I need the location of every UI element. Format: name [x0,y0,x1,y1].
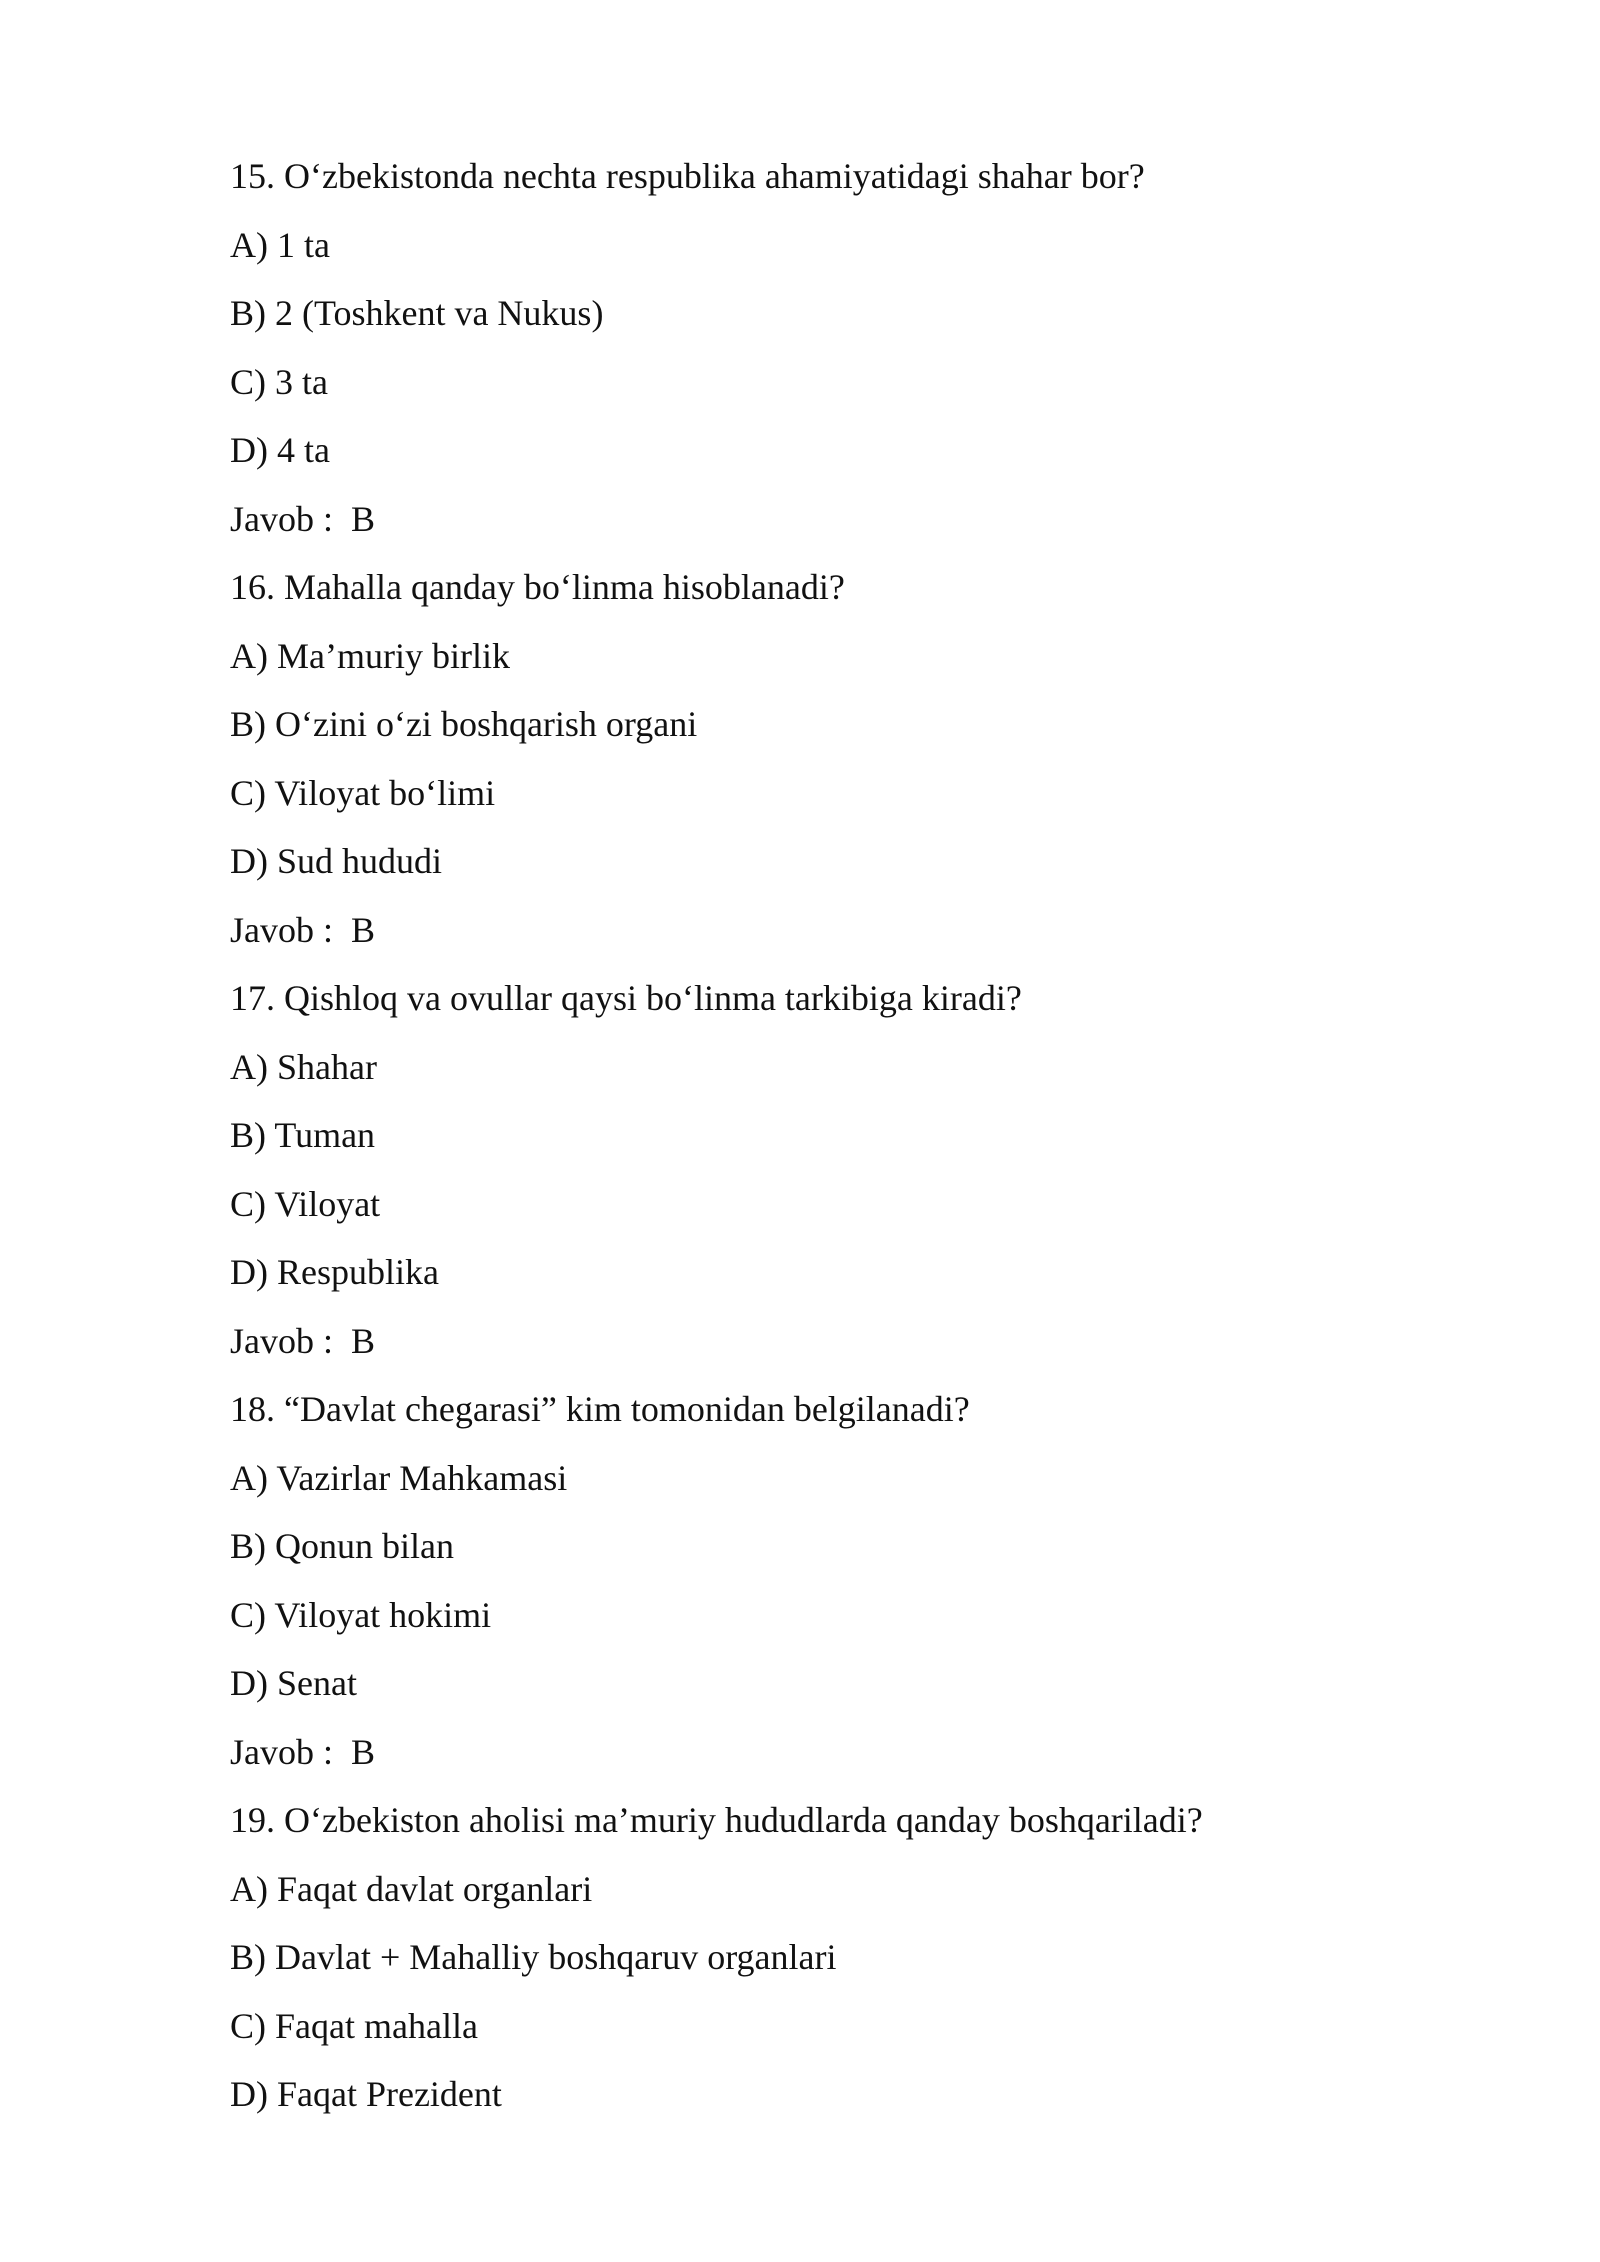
answer-option: C) Viloyat [230,1183,381,1224]
answer-option: A) Faqat davlat organlari [230,1868,593,1909]
answer-option: A) Ma’muriy birlik [230,635,510,676]
answer-option: C) 3 ta [230,361,328,402]
question-block [230,146,1430,557]
question-block [230,968,1430,1379]
question-text: 17. Qishloq va ovullar qaysi bo‘linma tarkibiga kiradi? [230,978,1022,1018]
question-block [230,557,1430,968]
question-text: 16. Mahalla qanday bo‘linma hisoblanadi? [230,567,845,607]
question-block [230,1379,1430,1790]
answer-option: B) 2 (Toshkent va Nukus) [230,293,604,333]
answer-option: D) 4 ta [230,430,330,470]
answer-option: D) Faqat Prezident [230,2074,502,2114]
answer-option: B) Qonun bilan [230,1526,454,1566]
answer-option: D) Respublika [230,1252,439,1292]
answer-option: C) Viloyat bo‘limi [230,772,496,813]
correct-answer: Javob : B [230,1731,376,1772]
question-block [230,1790,1430,2133]
answer-option: D) Sud hududi [230,841,443,881]
question-text: 15. O‘zbekistonda nechta respublika ahamiyatidagi shahar bor? [230,156,1145,196]
answer-option: B) Davlat + Mahalliy boshqaruv organlari [230,1937,837,1977]
answer-option: A) 1 ta [230,224,330,265]
correct-answer: Javob : B [230,498,376,539]
correct-answer: Javob : B [230,909,376,950]
quiz-content [230,146,1430,2133]
answer-option: B) Tuman [230,1115,376,1155]
question-text: 18. “Davlat chegarasi” kim tomonidan belgilanadi? [230,1389,970,1429]
answer-option: A) Shahar [230,1046,377,1087]
answer-option: B) O‘zini o‘zi boshqarish organi [230,704,698,744]
answer-option: D) Senat [230,1663,357,1703]
answer-option: A) Vazirlar Mahkamasi [230,1457,568,1498]
correct-answer: Javob : B [230,1320,376,1361]
question-text: 19. O‘zbekiston aholisi ma’muriy hududlarda qanday boshqariladi? [230,1800,1203,1840]
answer-option: C) Faqat mahalla [230,2005,478,2046]
answer-option: C) Viloyat hokimi [230,1594,492,1635]
